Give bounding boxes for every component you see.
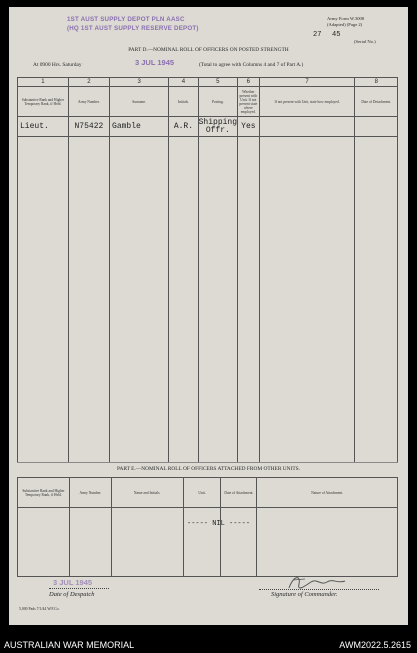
signature-line (259, 589, 379, 590)
e-col-5 (221, 508, 257, 577)
part-e-title: PART E.—NOMINAL ROLL OF OFFICERS ATTACHED FROM OTHER UNITS. (116, 466, 301, 472)
cell-initials: A.R. (169, 117, 198, 137)
blank-col-8 (355, 137, 398, 463)
col-num-2: 2 (68, 78, 109, 87)
blank-col-1 (18, 137, 69, 463)
unit-stamp-line-1: 1ST AUST SUPPLY DEPOT PLN AASC (67, 16, 185, 23)
nil-dash-right: ----- (229, 520, 251, 528)
part-d-table (17, 77, 398, 463)
e-header-nature: Nature of Attachment. (257, 478, 398, 508)
e-col-2 (69, 508, 111, 577)
cell-posting: Shipping Offr. (198, 117, 238, 135)
part-d-title: PART D.—NOMINAL ROLL OF OFFICERS ON POSTED STRENGTH (128, 47, 289, 53)
date-stamp: 3 JUL 1945 (135, 58, 175, 67)
nil-entry (187, 520, 250, 528)
header-rank: Substantive Rank and Higher Temporary Rank, if Held. (18, 87, 69, 117)
col-num-4: 4 (169, 78, 198, 87)
header-employed: If not present with Unit, state how employed. (259, 87, 355, 117)
archive-footer (0, 637, 417, 653)
date-prefix: At 0900 Hrs. Saturday (33, 62, 82, 68)
cell-surname: Gamble (110, 117, 169, 137)
part-e-header-row (18, 478, 398, 508)
signature-label: Signature of Commander. (271, 591, 338, 598)
blank-col-5 (198, 137, 237, 463)
despatch-stamp: 3 JUL 1945 (53, 578, 93, 587)
e-header-rank: Substantive Rank and Higher Temporary Rank, if Held. (18, 478, 70, 508)
army-form-label: Army Form W.3008 (327, 16, 365, 21)
e-header-unit: Unit. (183, 478, 221, 508)
serial-number: 27 (313, 31, 322, 39)
blank-col-3 (110, 137, 169, 463)
serial-suffix: 45 (332, 31, 341, 39)
header-surname: Surname. (110, 87, 169, 117)
e-header-army-number: Army Number. (69, 478, 111, 508)
adapted-label: (Adapted) (Page 2) (327, 22, 363, 27)
cell-army-number: N75422 (68, 117, 109, 137)
blank-col-4 (169, 137, 198, 463)
col-num-5: 5 (198, 78, 237, 87)
document-page (9, 7, 408, 625)
blank-col-2 (68, 137, 109, 463)
cell-employed (259, 117, 355, 137)
cell-rank: Lieut. (18, 117, 69, 137)
e-header-date: Date of Attachment. (221, 478, 257, 508)
blank-col-6 (238, 137, 260, 463)
header-initials: Initials. (169, 87, 198, 117)
e-col-6 (257, 508, 398, 577)
column-header-row (18, 87, 398, 117)
table-row (18, 117, 398, 137)
col-num-7: 7 (259, 78, 355, 87)
blank-rows (18, 137, 398, 463)
nil-word: NIL (212, 520, 225, 528)
e-col-1 (18, 508, 70, 577)
header-army-number: Army Number. (68, 87, 109, 117)
nil-dash-left: ----- (187, 520, 209, 528)
serial-no-label: (Serial No.) (354, 39, 376, 44)
e-col-4 (183, 508, 221, 577)
date-note: (Total to agree with Columns 4 and 7 of Part A.) (199, 62, 304, 68)
col-num-1: 1 (18, 78, 69, 87)
printer-imprint: 5,000 Pads 7/1/44 W.F.Co. (19, 607, 60, 611)
header-posting: Posting. (198, 87, 237, 117)
column-number-row (18, 78, 398, 87)
header-present: Whether present with Unit. If not present state where employed. (238, 87, 260, 117)
part-e-body (18, 508, 398, 577)
footer-accession: AWM2022.5.2615 (339, 640, 411, 650)
despatch-line (49, 588, 109, 589)
unit-stamp-line-2: (HQ 1ST AUST SUPPLY RESERVE DEPOT) (67, 25, 199, 32)
col-num-3: 3 (110, 78, 169, 87)
despatch-label: Date of Despatch (49, 591, 95, 598)
e-col-3 (111, 508, 183, 577)
e-header-name: Name and Initials. (111, 478, 183, 508)
cell-present: Yes (238, 117, 260, 137)
blank-col-7 (259, 137, 355, 463)
footer-institution: AUSTRALIAN WAR MEMORIAL (4, 640, 135, 650)
header-date-detachment: Date of Detachment. (355, 87, 398, 117)
cell-date (355, 117, 398, 137)
col-num-6: 6 (238, 78, 260, 87)
col-num-8: 8 (355, 78, 398, 87)
